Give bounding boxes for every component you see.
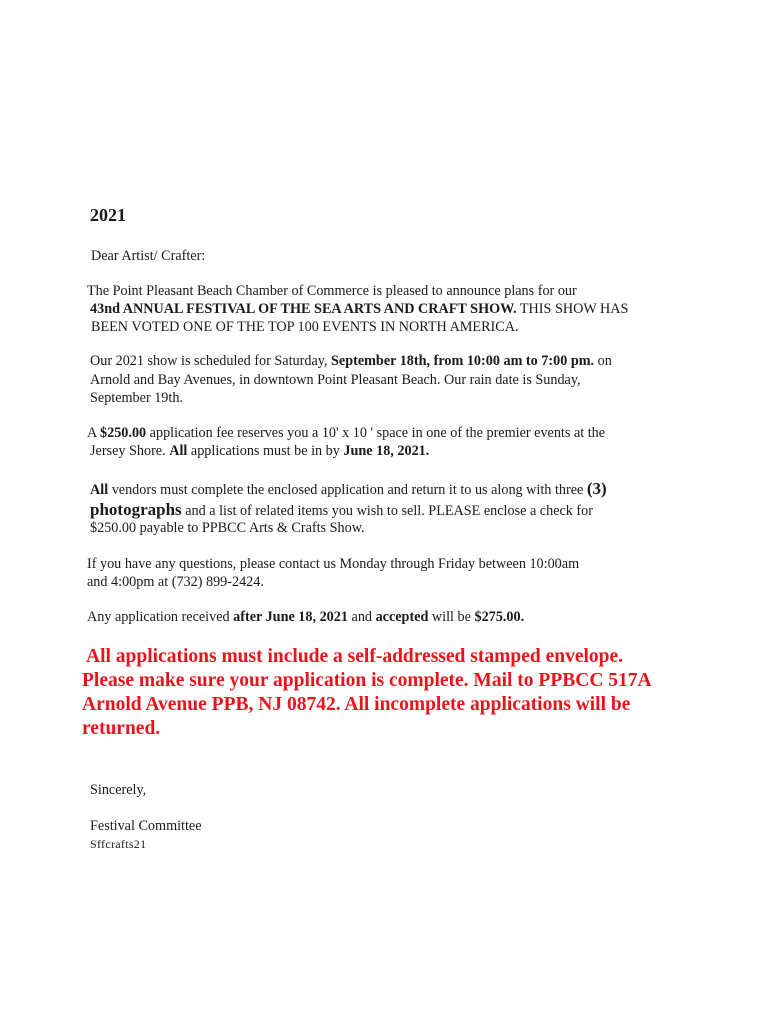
intro-line-1: The Point Pleasant Beach Chamber of Commerce is pleased to announce plans for our: [87, 283, 577, 299]
deadline-date: June 18, 2021.: [343, 443, 430, 459]
notice-line-2: Please make sure your application is complete. Mail to PPBCC 517A: [82, 670, 652, 691]
vendor-line-2: photographs and a list of related items you wish to sell. PLEASE enclose a check for: [90, 500, 593, 519]
notice-line-3: Arnold Avenue PPB, NJ 08742. All incomplete applications will be: [82, 694, 631, 715]
show-date-time: September 18th, from 10:00 am to 7:00 pm.: [331, 353, 595, 369]
schedule-line-1: Our 2021 show is scheduled for Saturday, September 18th, from 10:00 am to 7:00 pm. on: [90, 353, 612, 369]
notice-line-4: returned.: [82, 718, 161, 739]
intro-line-3: BEEN VOTED ONE OF THE TOP 100 EVENTS IN NORTH AMERICA.: [91, 319, 519, 335]
contact-line-2: and 4:00pm at (732) 899-2424.: [87, 574, 264, 590]
schedule-line-2: Arnold and Bay Avenues, in downtown Point Pleasant Beach. Our rain date is Sunday,: [90, 372, 581, 388]
vendor-line-3: $250.00 payable to PPBCC Arts & Crafts Show.: [90, 520, 365, 536]
notice-line-1: All applications must include a self-addressed stamped envelope.: [86, 646, 624, 667]
late-fee-amount: $275.00.: [474, 609, 525, 625]
closing: Sincerely,: [90, 782, 147, 798]
schedule-line-3: September 19th.: [90, 390, 183, 406]
signature: Festival Committee: [90, 818, 202, 834]
fee-line-2: Jersey Shore. All applications must be in by June 18, 2021.: [90, 443, 430, 459]
festival-name: 43nd ANNUAL FESTIVAL OF THE SEA ARTS AND CRAFT SHOW.: [90, 301, 517, 317]
letter-year: 2021: [90, 205, 126, 225]
salutation: Dear Artist/ Crafter:: [91, 248, 206, 264]
intro-line-2: 43nd ANNUAL FESTIVAL OF THE SEA ARTS AND CRAFT SHOW. THIS SHOW HAS: [90, 301, 629, 317]
reference-code: Sffcrafts21: [90, 837, 147, 851]
contact-line-1: If you have any questions, please contact us Monday through Friday between 10:00am: [87, 556, 580, 572]
fee-amount: $250.00: [100, 425, 147, 441]
fee-line-1: A $250.00 application fee reserves you a 10' x 10 ' space in one of the premier events at the: [87, 425, 606, 441]
vendor-line-1: All vendors must complete the enclosed application and return it to us along with three (3): [90, 479, 607, 498]
late-fee-line: Any application received after June 18, 2021 and accepted will be $275.00.: [87, 609, 525, 625]
